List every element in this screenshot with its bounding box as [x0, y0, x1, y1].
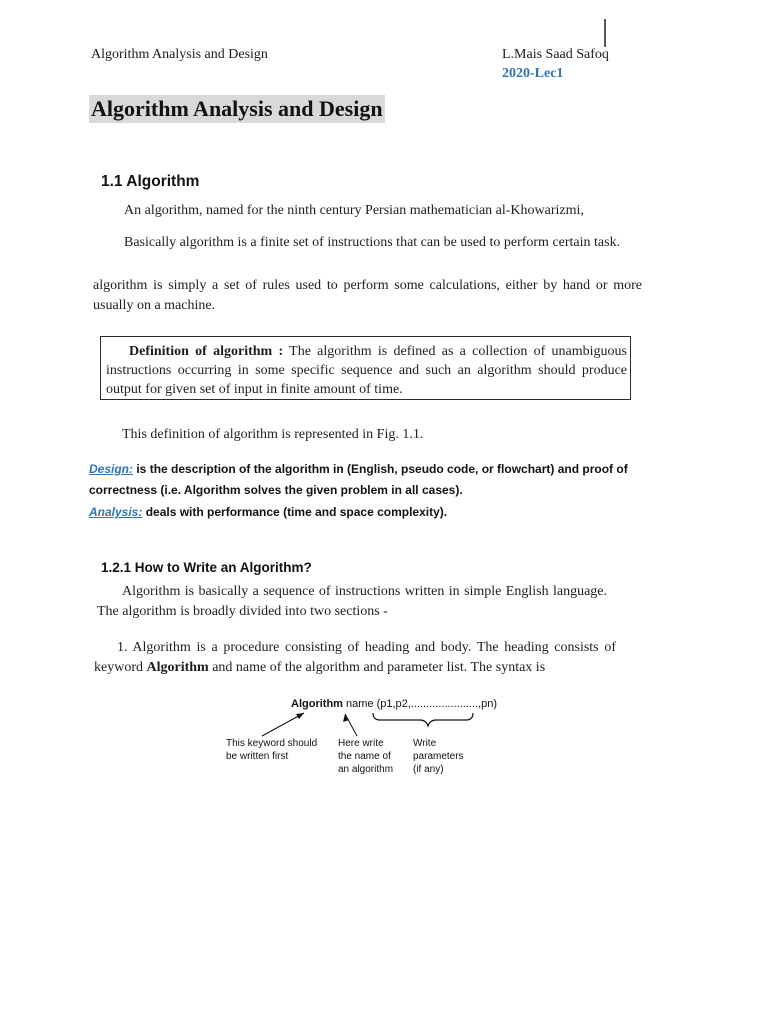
- keyword-arrowhead: [296, 713, 304, 719]
- header-course-title: Algorithm Analysis and Design: [91, 47, 268, 62]
- label-name: Here write the name of an algorithm: [338, 738, 394, 775]
- figure-note: This definition of algorithm is represented in Fig. 1.1.: [122, 427, 424, 442]
- section-heading-algorithm: 1.1 Algorithm: [101, 173, 200, 190]
- analysis-term: Analysis:: [89, 505, 143, 519]
- design-text: is the description of the algorithm in (English, pseudo code, or flowchart) and proof of correctness (i.e. Algorithm solves the given problem in all cases).: [89, 462, 628, 497]
- paragraph-basic-definition: Basically algorithm is a finite set of instructions that can be used to perform certain task.: [124, 235, 621, 250]
- label-keyword: This keyword should be written first: [226, 738, 318, 762]
- definition-label: Definition of algorithm :: [129, 344, 284, 359]
- header-author: L.Mais Saad Safoq: [502, 47, 609, 62]
- parameters-brace: [373, 713, 473, 726]
- paragraph-keyword: Algorithm: [146, 660, 209, 675]
- definition-text: The algorithm is defined as a collection of unambiguous instructions occurring in some specific sequence and such an algorithm should produce output for given set of input in finite amount of time.: [106, 344, 627, 397]
- section-heading-how-to-write: 1.2.1 How to Write an Algorithm?: [101, 560, 312, 575]
- paragraph-sequence: Algorithm is basically a sequence of instructions written in simple English language. The algorithm is broadly divided into two sections -: [97, 584, 607, 619]
- design-term: Design:: [89, 462, 134, 476]
- syntax-keyword: Algorithm: [291, 698, 343, 710]
- paragraph-heading-body-start: 1. Algorithm is a procedure consisting of heading and body. The heading consists of keyword: [94, 640, 616, 675]
- header-lecture: 2020-Lec1: [502, 66, 564, 81]
- paragraph-origin: An algorithm, named for the ninth century Persian mathematician al-Khowarizmi,: [124, 203, 584, 218]
- label-parameters: Write parameters (if any): [413, 738, 464, 775]
- paragraph-rules: algorithm is simply a set of rules used to perform some calculations, either by hand or more usually on a machine.: [93, 278, 642, 313]
- analysis-text: deals with performance (time and space complexity).: [142, 505, 448, 519]
- paragraph-heading-body-end: and name of the algorithm and parameter list. The syntax is: [208, 660, 546, 675]
- page-title: Algorithm Analysis and Design: [91, 96, 383, 121]
- syntax-rest: name (p1,p2,......................,pn): [342, 698, 498, 710]
